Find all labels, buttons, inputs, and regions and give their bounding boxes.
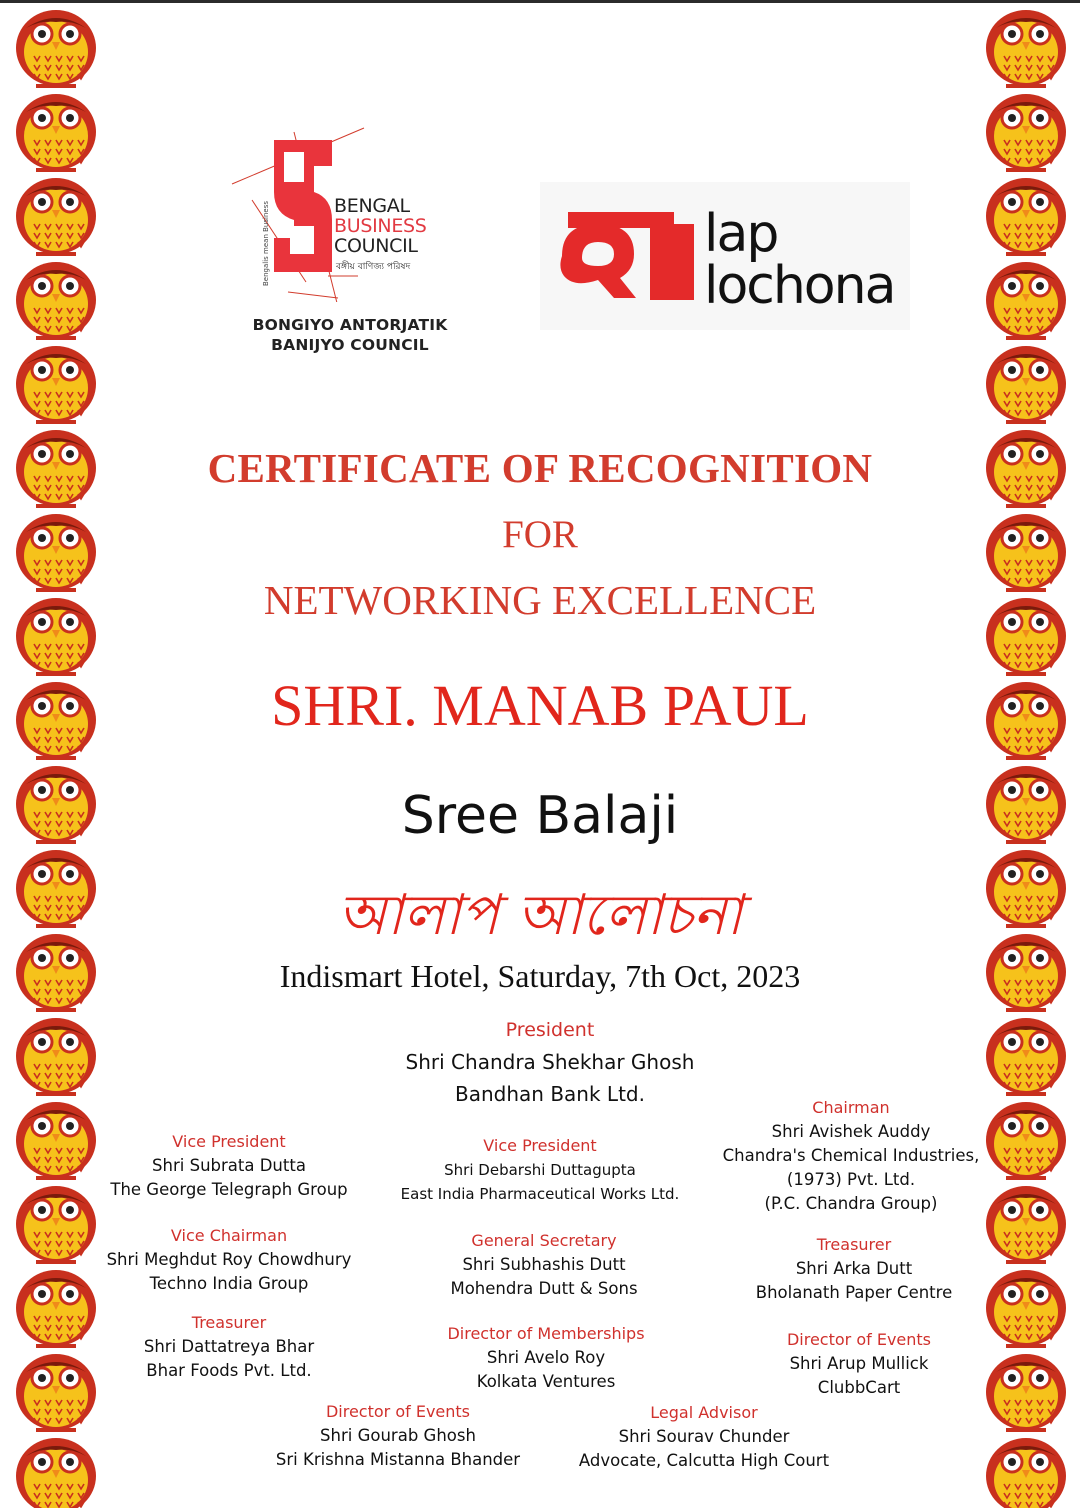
role-label: Director of Memberships <box>447 1324 645 1343</box>
vice-chairman-block <box>100 1224 358 1296</box>
owl-icon <box>986 682 1066 760</box>
legal-advisor-block <box>570 1401 838 1473</box>
role-label: President <box>505 1019 595 1041</box>
certificate-title: CERTIFICATE OF RECOGNITION <box>207 445 873 491</box>
owl-icon <box>16 1354 96 1432</box>
owl-icon <box>986 1102 1066 1180</box>
owl-icon <box>16 346 96 424</box>
vice-president-2-block <box>390 1134 690 1206</box>
director-events-left-block <box>268 1400 528 1472</box>
owl-icon <box>986 598 1066 676</box>
member-org: The George Telegraph Group <box>110 1180 348 1199</box>
owl-icon <box>16 430 96 508</box>
member-org: Advocate, Calcutta High Court <box>578 1451 830 1470</box>
recipient-name: SHRI. MANAB PAUL <box>271 673 809 738</box>
owl-icon <box>16 10 96 88</box>
member-org: Mohendra Dutt & Sons <box>450 1279 638 1298</box>
member-name: Shri Arup Mullick <box>789 1354 929 1373</box>
bbc-logo-bengali-tagline: বঙ্গীয় বাণিজ্য পরিষদ <box>336 262 411 272</box>
member-org-line-3: (P.C. Chandra Group) <box>764 1194 938 1213</box>
director-events-right-block <box>758 1328 960 1400</box>
bengali-a-glyph-icon <box>554 204 704 314</box>
bbc-logo-line-3: COUNCIL <box>334 235 418 257</box>
member-name: Shri Debarshi Duttagupta <box>444 1161 636 1179</box>
treasurer-left-block <box>118 1311 340 1383</box>
member-org: Bholanath Paper Centre <box>755 1283 953 1302</box>
owl-icon <box>986 178 1066 256</box>
owl-icon-strip <box>976 4 1080 1508</box>
role-label: Chairman <box>812 1098 890 1117</box>
vice-president-1-block <box>104 1130 354 1202</box>
role-label: Vice Chairman <box>170 1226 288 1245</box>
member-org: Kolkata Ventures <box>476 1372 616 1391</box>
member-name: Shri Gourab Ghosh <box>320 1426 476 1445</box>
role-label: General Secretary <box>471 1231 617 1250</box>
owl-icon <box>16 598 96 676</box>
owl-icon <box>986 766 1066 844</box>
member-name: Shri Sourav Chunder <box>618 1427 790 1446</box>
member-name: Shri Avishek Auddy <box>771 1122 931 1141</box>
member-org: Bhar Foods Pvt. Ltd. <box>146 1361 312 1380</box>
owl-icon <box>986 1186 1066 1264</box>
award-title: NETWORKING EXCELLENCE <box>263 577 817 623</box>
owl-icon <box>16 94 96 172</box>
role-label: Treasurer <box>816 1235 892 1254</box>
role-label: Director of Events <box>325 1402 471 1421</box>
president-block <box>400 1014 700 1110</box>
member-name: Shri Subhashis Dutt <box>462 1255 626 1274</box>
owl-icon <box>16 766 96 844</box>
owl-icon <box>986 934 1066 1012</box>
owl-icon <box>986 1018 1066 1096</box>
role-label: Legal Advisor <box>650 1403 758 1422</box>
treasurer-right-block <box>736 1233 972 1305</box>
owl-icon <box>986 1270 1066 1348</box>
role-label: Director of Events <box>786 1330 932 1349</box>
owl-icon <box>16 850 96 928</box>
member-name: Shri Meghdut Roy Chowdhury <box>106 1250 352 1269</box>
owl-icon <box>986 430 1066 508</box>
role-label: Vice President <box>172 1132 286 1151</box>
event-name-bengali: আলাপ আলোচনা <box>337 883 743 948</box>
alap-alochona-logo <box>540 182 910 330</box>
alap-logo-line-1: lap <box>704 204 778 264</box>
role-label: Treasurer <box>191 1313 267 1332</box>
right-owl-border <box>976 4 1080 1508</box>
owl-icon <box>16 514 96 592</box>
recipient-company: Sree Balaji <box>401 786 679 846</box>
certificate-for: FOR <box>502 513 578 556</box>
owl-icon <box>16 1270 96 1348</box>
owl-icon <box>986 850 1066 928</box>
left-owl-border <box>6 4 110 1508</box>
owl-icon <box>986 346 1066 424</box>
top-edge-line <box>0 0 1080 3</box>
bbc-subtitle-line-2: BANIJYO COUNCIL <box>271 336 429 354</box>
director-memberships-block <box>420 1322 672 1394</box>
general-secretary-block <box>414 1229 674 1301</box>
member-name: Shri Subrata Dutta <box>152 1156 306 1175</box>
owl-icon <box>986 1438 1066 1508</box>
owl-icon <box>986 94 1066 172</box>
owl-icon <box>986 514 1066 592</box>
bbc-logo-vertical-tagline: Bengalis mean Business <box>262 201 270 286</box>
owl-icon <box>16 1018 96 1096</box>
owl-icon <box>986 1354 1066 1432</box>
owl-icon <box>16 262 96 340</box>
owl-icon <box>986 10 1066 88</box>
role-label: Vice President <box>483 1136 597 1155</box>
member-name: Shri Arka Dutt <box>795 1259 913 1278</box>
owl-icon <box>16 682 96 760</box>
venue-date: Indismart Hotel, Saturday, 7th Oct, 2023 <box>279 958 801 994</box>
alap-logo-line-2: lochona <box>704 256 895 316</box>
member-org: ClubbCart <box>817 1378 901 1397</box>
member-org-line-2: (1973) Pvt. Ltd. <box>786 1170 916 1189</box>
bbc-subtitle-line-1: BONGIYO ANTORJATIK <box>252 316 448 334</box>
member-org: East India Pharmaceutical Works Ltd. <box>400 1185 680 1203</box>
owl-icon <box>16 1438 96 1508</box>
member-name: Shri Chandra Shekhar Ghosh <box>405 1050 695 1074</box>
member-name: Shri Dattatreya Bhar <box>143 1337 315 1356</box>
bbc-logo-line-2: BUSINESS <box>334 215 427 237</box>
owl-icon <box>16 1102 96 1180</box>
owl-icon <box>986 262 1066 340</box>
chairman-block <box>716 1096 986 1216</box>
owl-icon <box>16 1186 96 1264</box>
member-org-line-1: Chandra's Chemical Industries, <box>722 1146 980 1165</box>
member-org: Sri Krishna Mistanna Bhander <box>275 1450 521 1469</box>
member-org: Bandhan Bank Ltd. <box>455 1082 645 1106</box>
owl-icon <box>16 178 96 256</box>
bbc-logo-line-1: BENGAL <box>334 195 410 217</box>
member-org: Techno India Group <box>149 1274 309 1293</box>
member-name: Shri Avelo Roy <box>486 1348 606 1367</box>
owl-icon <box>16 934 96 1012</box>
owl-icon-strip <box>6 4 110 1508</box>
